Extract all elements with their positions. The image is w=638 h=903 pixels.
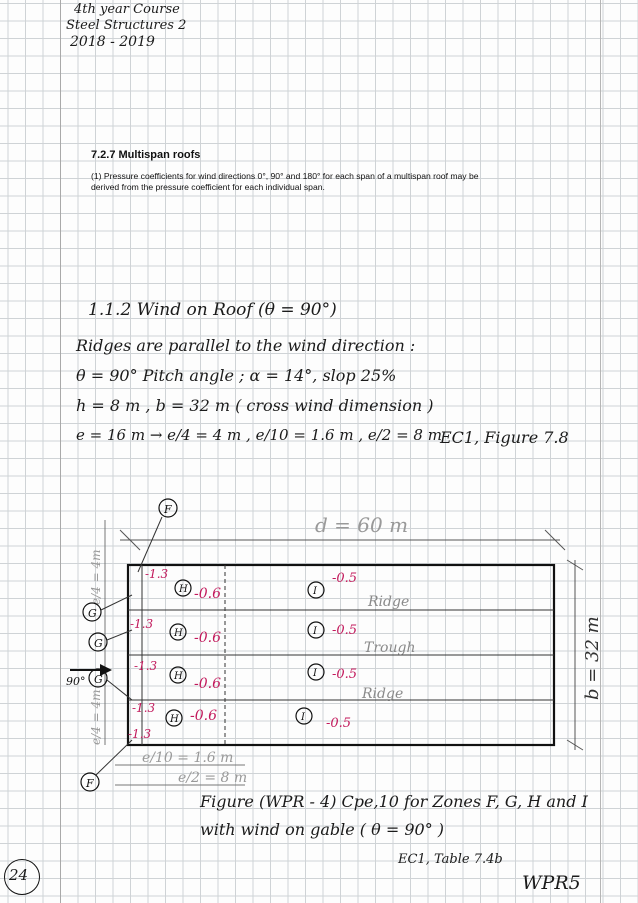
course-title: 4th year Course	[74, 2, 180, 17]
zone-g-value-2: -1.3	[134, 659, 158, 673]
zone-f-bottom-value: -1.3	[128, 727, 152, 741]
course-year: 2018 - 2019	[70, 34, 155, 50]
clause-heading: 7.2.7 Multispan roofs	[91, 149, 201, 161]
zone-h-value-3: -0.6	[194, 676, 221, 692]
table-reference: EC1, Table 7.4b	[398, 852, 503, 867]
zone-f-top-leader	[138, 517, 162, 572]
ridge-label-2: Ridge	[362, 686, 404, 702]
page-number: 24	[9, 866, 29, 884]
zone-i-letter-1: I	[313, 586, 317, 597]
ridge-label-1: Ridge	[368, 594, 410, 610]
zone-h-letter-1: H	[179, 584, 188, 595]
zone-i-letter-3: I	[313, 668, 317, 679]
zone-h-letter-3: H	[174, 671, 183, 682]
dim-e4-top-label: e/4 = 4m	[89, 549, 103, 605]
dim-e10-label: e/10 = 1.6 m	[142, 750, 234, 766]
section-title: 1.1.2 Wind on Roof (θ = 90°)	[88, 300, 337, 320]
note-line-2: θ = 90° Pitch angle ; α = 14°, slop 25%	[76, 366, 397, 385]
figure-caption-line1: Figure (WPR - 4) Cpe,10 for Zones F, G, H and I	[200, 792, 588, 811]
zone-g-value-3: -1.3	[132, 701, 156, 715]
zone-i-value-1: -0.5	[332, 571, 358, 586]
zone-g-letter-1: G	[88, 607, 97, 620]
zone-i-letter-4: I	[301, 712, 305, 723]
trough-label: Trough	[364, 640, 416, 656]
page-code: WPR5	[522, 872, 581, 894]
zone-i-value-3: -0.5	[332, 667, 358, 682]
zone-g-letter-3: G	[94, 673, 103, 686]
dim-e4-bottom-label: e/4 = 4m	[89, 689, 103, 745]
note-line-3: h = 8 m , b = 32 m ( cross wind dimension )	[76, 396, 434, 415]
zone-g-letter-2: G	[94, 637, 103, 650]
zone-i-value-4: -0.5	[326, 716, 352, 731]
note-line-1: Ridges are parallel to the wind direction :	[76, 336, 416, 355]
zone-h-value-1: -0.6	[194, 586, 221, 602]
figure-caption-line2: with wind on gable ( θ = 90° )	[200, 820, 445, 839]
zone-i-letter-2: I	[313, 626, 317, 637]
zone-h-letter-4: H	[170, 714, 179, 725]
zone-f-bottom-letter: F	[86, 777, 94, 790]
zone-h-value-2: -0.6	[194, 630, 221, 646]
zone-h-value-4: -0.6	[190, 708, 217, 724]
clause-text-line2: derived from the pressure coefficient for each individual span.	[91, 182, 325, 192]
clause-text-line1: (1) Pressure coefficients for wind directions 0°, 90° and 180° for each span of a multispan roof may be	[91, 171, 479, 181]
zone-f-top-letter: F	[164, 503, 172, 516]
dim-b-label: b = 32 m	[582, 616, 603, 700]
figure-reference: EC1, Figure 7.8	[440, 428, 569, 447]
zone-i-value-2: -0.5	[332, 623, 358, 638]
wind-angle-label: 90°	[66, 675, 86, 688]
zone-g-value-1: -1.3	[130, 617, 154, 631]
dim-e2-label: e/2 = 8 m	[178, 770, 248, 786]
course-subject: Steel Structures 2	[66, 18, 187, 33]
zone-f-top-value: -1.3	[145, 567, 169, 581]
note-line-4: e = 16 m → e/4 = 4 m , e/10 = 1.6 m , e/2 = 8 m	[76, 426, 442, 444]
zone-h-letter-2: H	[174, 628, 183, 639]
dim-d-label: d = 60 m	[315, 513, 409, 537]
